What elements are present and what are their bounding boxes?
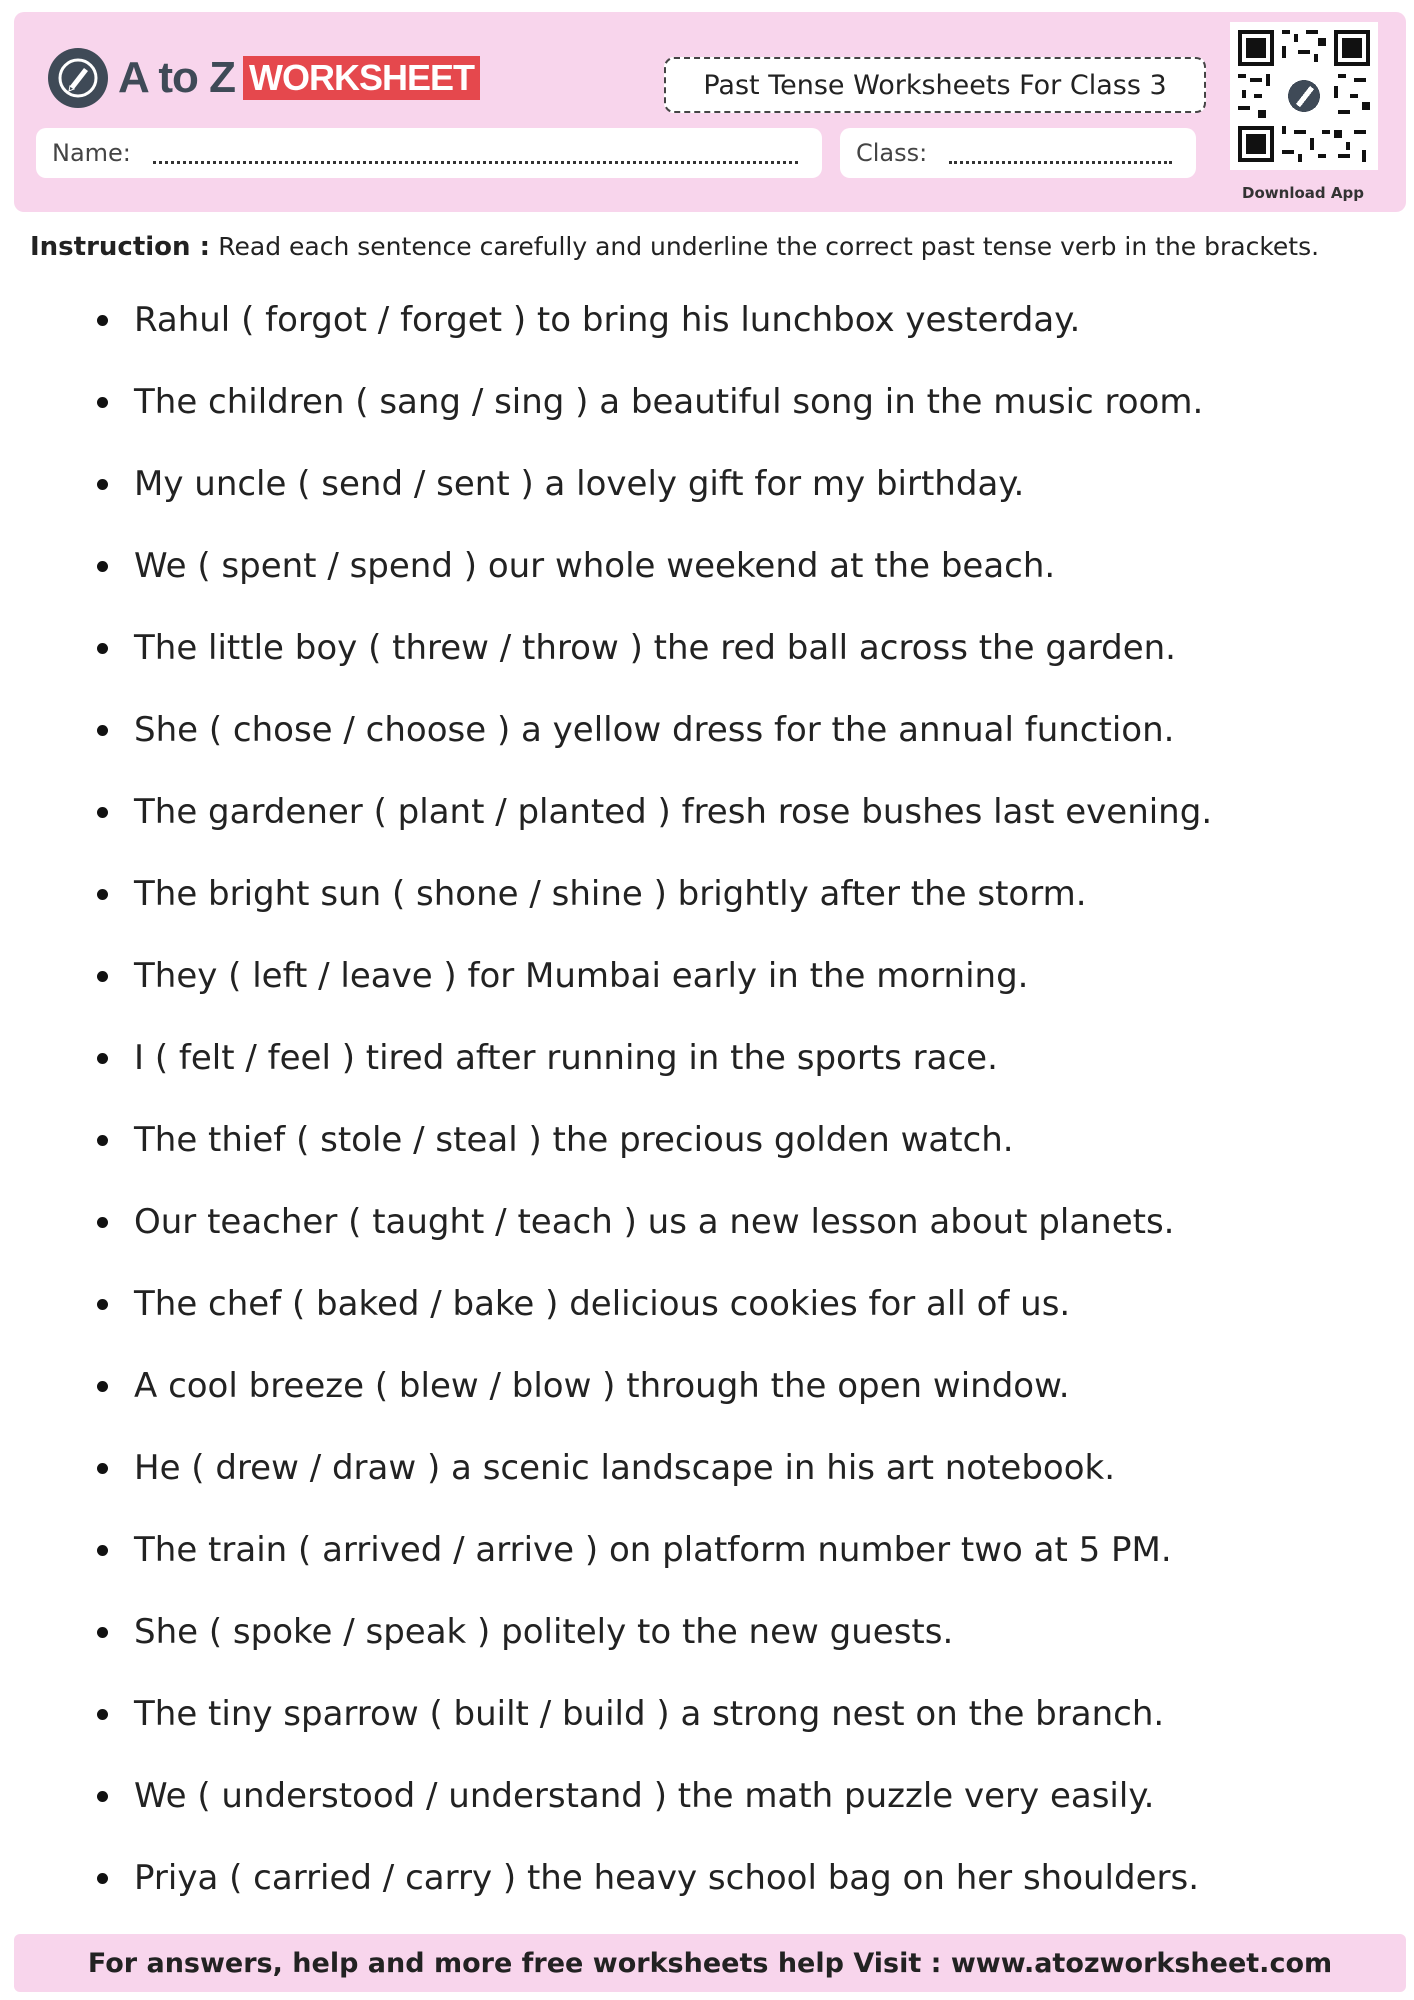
list-item	[0, 782, 1414, 842]
list-item	[0, 946, 1414, 1006]
bullet-icon	[97, 1135, 108, 1146]
bullet-icon	[97, 643, 108, 654]
sentence-text[interactable]: He ( drew / draw ) a scenic landscape in his art notebook.	[134, 1448, 1116, 1488]
list-item	[0, 1848, 1414, 1908]
logo-text: A to Z	[118, 53, 235, 102]
bullet-icon	[97, 1627, 108, 1638]
list-item	[0, 1028, 1414, 1088]
worksheet-title	[664, 57, 1206, 113]
list-item	[0, 372, 1414, 432]
sentence-text[interactable]: We ( spent / spend ) our whole weekend at the beach.	[134, 546, 1056, 586]
sentence-text[interactable]: A cool breeze ( blew / blow ) through the open window.	[134, 1366, 1070, 1406]
bullet-icon	[97, 1217, 108, 1228]
bullet-icon	[97, 889, 108, 900]
pencil-logo-icon	[48, 48, 108, 108]
sentence-text[interactable]: My uncle ( send / sent ) a lovely gift for my birthday.	[134, 464, 1025, 504]
sentence-text[interactable]: The children ( sang / sing ) a beautiful song in the music room.	[134, 382, 1204, 422]
bullet-icon	[97, 479, 108, 490]
bullet-icon	[97, 1873, 108, 1884]
sentence-text[interactable]: The gardener ( plant / planted ) fresh rose bushes last evening.	[134, 792, 1213, 832]
bullet-icon	[97, 315, 108, 326]
bullet-icon	[97, 1299, 108, 1310]
worksheet-header	[14, 12, 1406, 212]
footer-banner[interactable]	[14, 1934, 1406, 1992]
list-item	[0, 1356, 1414, 1416]
bullet-icon	[97, 1381, 108, 1392]
list-item	[0, 618, 1414, 678]
sentence-text[interactable]: The little boy ( threw / throw ) the red ball across the garden.	[134, 628, 1176, 668]
list-item	[0, 1192, 1414, 1252]
instruction	[30, 232, 1400, 262]
sentence-text[interactable]: The bright sun ( shone / shine ) brightly after the storm.	[134, 874, 1087, 914]
bullet-icon	[97, 725, 108, 736]
sentence-text[interactable]: She ( spoke / speak ) politely to the new guests.	[134, 1612, 954, 1652]
bullet-icon	[97, 561, 108, 572]
list-item	[0, 290, 1414, 350]
sentence-text[interactable]: The thief ( stole / steal ) the precious golden watch.	[134, 1120, 1014, 1160]
name-field[interactable]	[36, 128, 822, 178]
instruction-label: Instruction :	[30, 232, 210, 262]
sentence-text[interactable]: Rahul ( forgot / forget ) to bring his lunchbox yesterday.	[134, 300, 1081, 340]
sentence-text[interactable]: The train ( arrived / arrive ) on platform number two at 5 PM.	[134, 1530, 1172, 1570]
sentence-text[interactable]: Our teacher ( taught / teach ) us a new lesson about planets.	[134, 1202, 1175, 1242]
list-item	[0, 1766, 1414, 1826]
list-item	[0, 1684, 1414, 1744]
list-item	[0, 864, 1414, 924]
worksheet-title-text: Past Tense Worksheets For Class 3	[703, 69, 1167, 101]
instruction-text: Read each sentence carefully and underline the correct past tense verb in the brackets.	[218, 232, 1320, 261]
list-item	[0, 1438, 1414, 1498]
list-item	[0, 1520, 1414, 1580]
logo-badge: WORKSHEET	[243, 56, 480, 100]
list-item	[0, 1110, 1414, 1170]
sentence-text[interactable]: The chef ( baked / bake ) delicious cookies for all of us.	[134, 1284, 1071, 1324]
sentence-text[interactable]: Priya ( carried / carry ) the heavy school bag on her shoulders.	[134, 1858, 1200, 1898]
bullet-icon	[97, 1709, 108, 1720]
list-item	[0, 700, 1414, 760]
bullet-icon	[97, 1463, 108, 1474]
class-blank-line[interactable]	[949, 142, 1172, 164]
footer-text[interactable]: For answers, help and more free worksheets help Visit : www.atozworksheet.com	[87, 1947, 1333, 1979]
bullet-icon	[97, 1791, 108, 1802]
site-logo[interactable]	[48, 46, 480, 110]
bullet-icon	[97, 971, 108, 982]
bullet-icon	[97, 1545, 108, 1556]
sentence-text[interactable]: They ( left / leave ) for Mumbai early in the morning.	[134, 956, 1029, 996]
qr-code-icon[interactable]	[1230, 22, 1378, 170]
bullet-icon	[97, 397, 108, 408]
sentence-text[interactable]: We ( understood / understand ) the math puzzle very easily.	[134, 1776, 1155, 1816]
list-item	[0, 536, 1414, 596]
name-label: Name:	[52, 139, 131, 167]
bullet-icon	[97, 807, 108, 818]
sentence-text[interactable]: She ( chose / choose ) a yellow dress for the annual function.	[134, 710, 1175, 750]
name-blank-line[interactable]	[153, 142, 798, 164]
list-item	[0, 1602, 1414, 1662]
sentence-text[interactable]: The tiny sparrow ( built / build ) a strong nest on the branch.	[134, 1694, 1165, 1734]
list-item	[0, 454, 1414, 514]
class-label: Class:	[856, 139, 928, 167]
class-field[interactable]	[840, 128, 1196, 178]
sentence-text[interactable]: I ( felt / feel ) tired after running in the sports race.	[134, 1038, 998, 1078]
bullet-icon	[97, 1053, 108, 1064]
download-app-label[interactable]: Download App	[1242, 184, 1364, 202]
list-item	[0, 1274, 1414, 1334]
